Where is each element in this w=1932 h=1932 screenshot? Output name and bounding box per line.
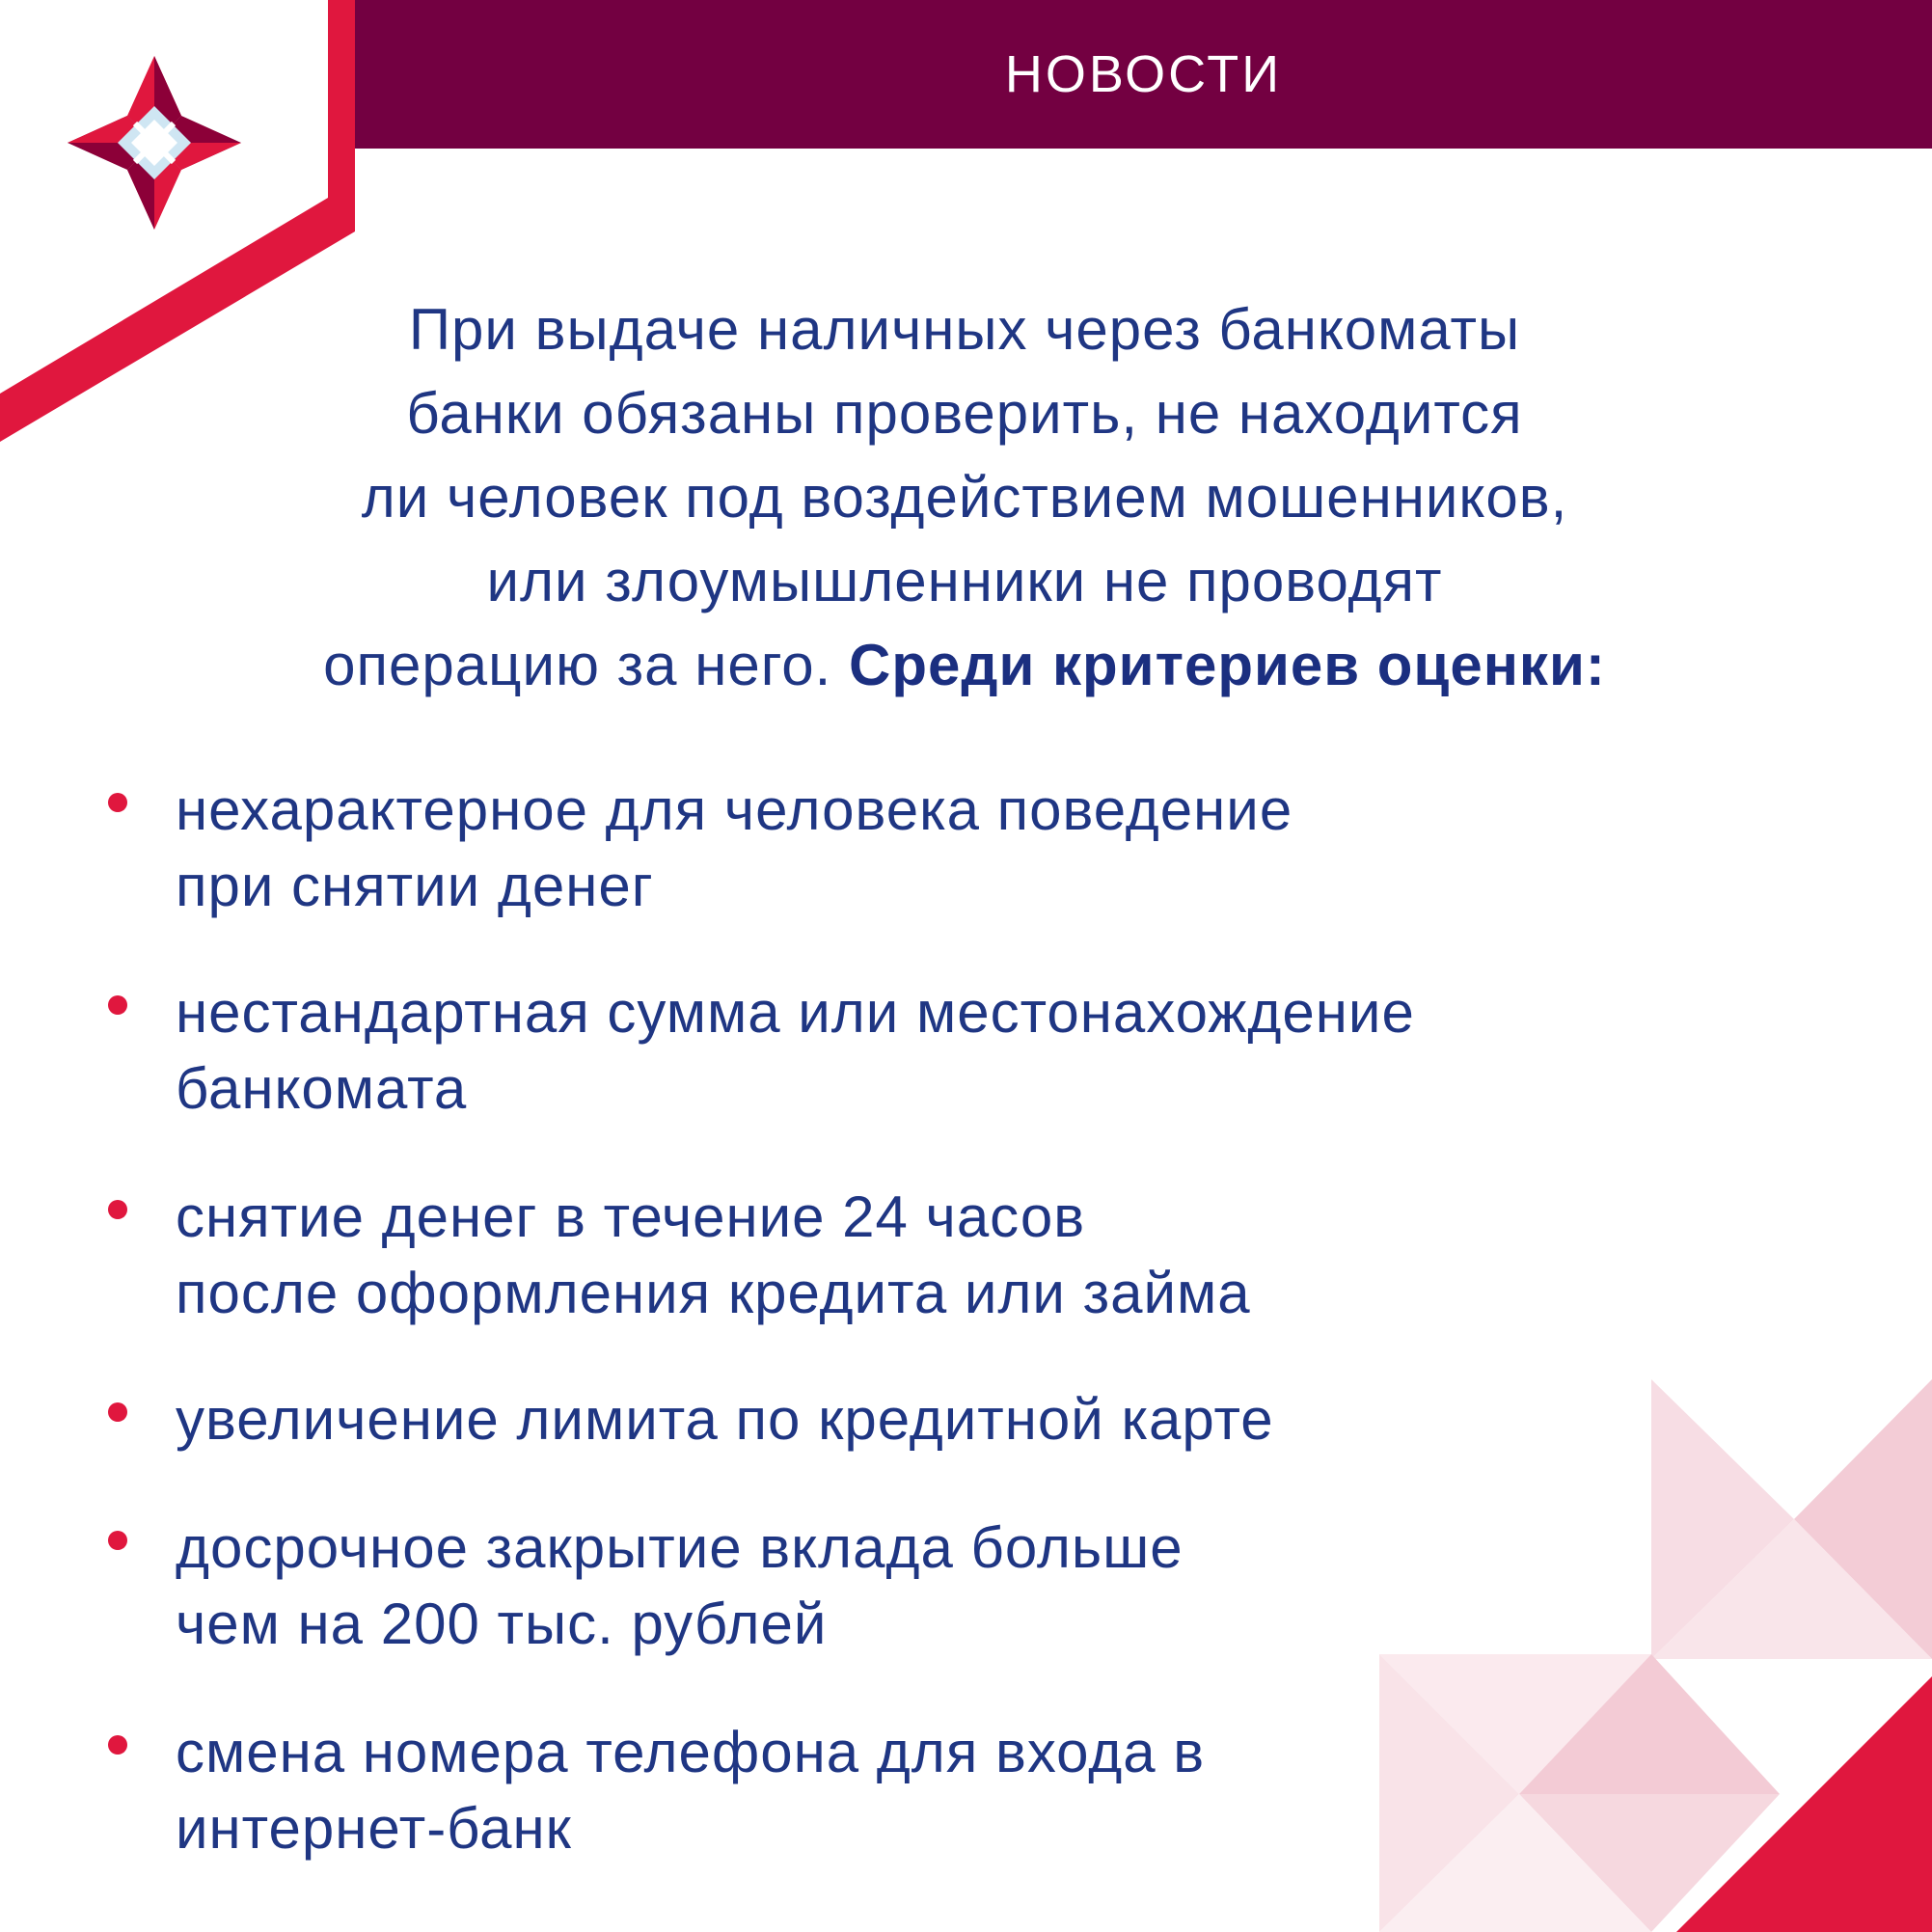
criteria-item bbox=[106, 1714, 1553, 1866]
bullet-icon bbox=[108, 1200, 127, 1219]
criteria-item bbox=[106, 974, 1553, 1127]
intro-line: ли человек под воздействием мошенников, bbox=[361, 465, 1568, 530]
criteria-item-line: при снятии денег bbox=[176, 854, 654, 918]
criteria-item-line: нехарактерное для человека поведение bbox=[176, 777, 1293, 842]
intro-last-regular: операцию за него. bbox=[323, 633, 832, 697]
criteria-item-line: интернет-банк bbox=[176, 1796, 572, 1861]
criteria-item-line: чем на 200 тыс. рублей bbox=[176, 1592, 828, 1656]
criteria-item-line: нестандартная сумма или местонахождение bbox=[176, 980, 1415, 1045]
bullet-icon bbox=[108, 1402, 127, 1422]
star-logo-icon bbox=[68, 56, 241, 230]
bullet-icon bbox=[108, 793, 127, 812]
criteria-item-line: увеличение лимита по кредитной карте bbox=[176, 1387, 1274, 1452]
bullet-icon bbox=[108, 1735, 127, 1755]
criteria-item bbox=[106, 772, 1553, 924]
intro-paragraph bbox=[145, 287, 1784, 707]
header-title: НОВОСТИ bbox=[1004, 45, 1283, 103]
bullet-icon bbox=[108, 995, 127, 1015]
criteria-item-line: банкомата bbox=[176, 1056, 468, 1121]
criteria-item bbox=[106, 1510, 1553, 1662]
bullet-icon bbox=[108, 1531, 127, 1550]
intro-line: банки обязаны проверить, не находится bbox=[406, 381, 1523, 446]
criteria-heading: Среди критериев оценки: bbox=[849, 633, 1606, 697]
criteria-item-line: снятие денег в течение 24 часов bbox=[176, 1184, 1086, 1249]
intro-line: При выдаче наличных через банкоматы bbox=[408, 297, 1521, 362]
criteria-item-line: после оформления кредита или займа bbox=[176, 1261, 1251, 1325]
intro-last-line bbox=[145, 623, 1784, 707]
criteria-item bbox=[106, 1179, 1553, 1331]
intro-line: или злоумышленники не проводят bbox=[486, 549, 1443, 613]
criteria-item-line: смена номера телефона для входа в bbox=[176, 1720, 1206, 1784]
criteria-item bbox=[106, 1381, 1553, 1457]
criteria-item-line: досрочное закрытие вклада больше bbox=[176, 1515, 1184, 1580]
